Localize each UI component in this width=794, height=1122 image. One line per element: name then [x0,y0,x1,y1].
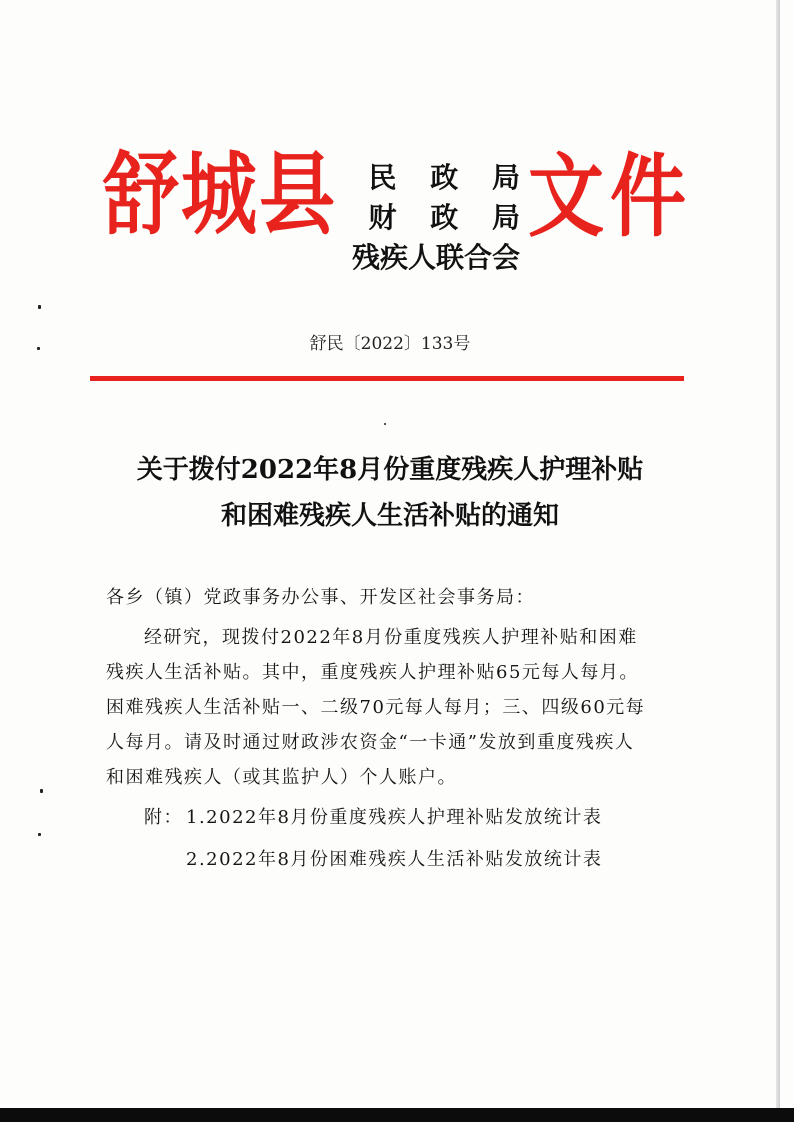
body-line: 残疾人生活补贴。其中，重度残疾人护理补贴65元每人每月。 [106,662,639,683]
agency-civil-affairs: 民 政 局 [368,161,532,194]
county-heading: 舒城县 [103,141,337,247]
agency-disabled-federation: 残疾人联合会 [351,241,520,274]
document-type-heading: 文件 [528,143,692,249]
body-line: 经研究，现拨付2022年8月份重度残疾人护理补贴和困难 [144,627,638,648]
scan-speck [40,789,43,793]
body-line: 和困难残疾人（或其监护人）个人账户。 [106,767,457,788]
scan-edge-bottom [0,1108,794,1122]
document-number: 舒民〔2022〕133号 [309,334,471,354]
scan-speck [384,423,386,425]
scan-speck [38,833,41,836]
attachment-label: 附： [144,807,183,828]
attachment-item: 2.2022年8月份困难残疾人生活补贴发放统计表 [186,849,603,870]
attachment-item: 1.2022年8月份重度残疾人护理补贴发放统计表 [186,807,603,828]
body-line: 人每月。请及时通过财政涉农资金“一卡通”发放到重度残疾人 [106,732,635,753]
body-line: 困难残疾人生活补贴一、二级70元每人每月；三、四级60元每 [106,697,646,718]
salutation: 各乡（镇）党政事务办公事、开发区社会事务局： [106,587,535,608]
red-divider-line [90,376,684,381]
scan-speck [38,305,41,309]
notice-title-line-1: 关于拨付2022年8月份重度残疾人护理补贴 [136,455,644,485]
notice-title-line-2: 和困难残疾人生活补贴的通知 [220,501,559,531]
agency-finance: 财 政 局 [368,201,532,234]
issuing-agencies [340,158,532,278]
scan-edge-right [776,0,780,1122]
